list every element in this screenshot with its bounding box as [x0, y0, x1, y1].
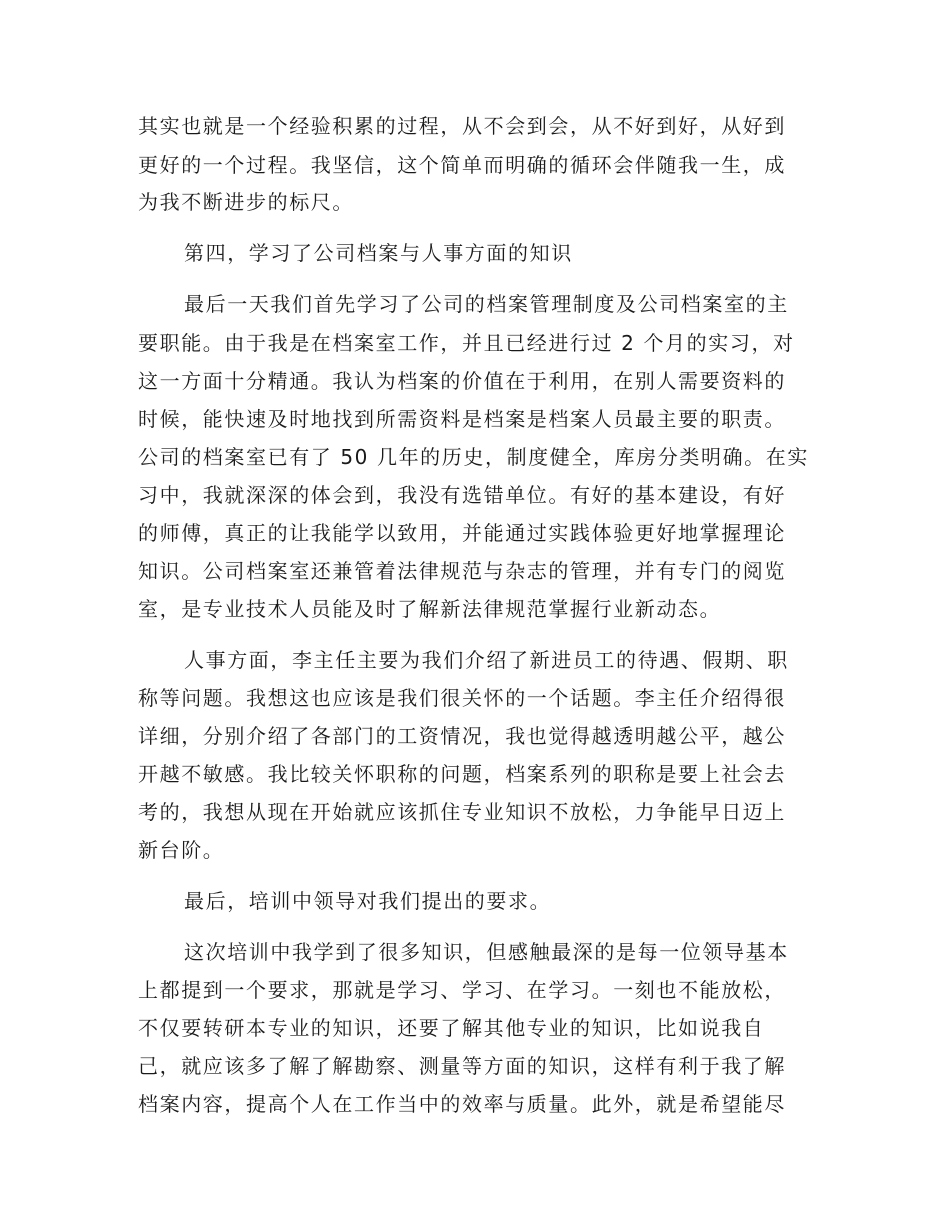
text-line: 要职能。由于我是在档案室工作，并且已经进行过 2 个月的实习，对 [138, 331, 795, 355]
text-line: 最后一天我们首先学习了公司的档案管理制度及公司档案室的主 [184, 292, 789, 316]
text-line: 称等问题。我想这也应该是我们很关怀的一个话题。李主任介绍得很 [138, 686, 786, 710]
text-line: 己，就应该多了解了解勘察、测量等方面的知识，这样有利于我了解 [138, 1054, 786, 1078]
text-line: 新台阶。 [138, 838, 225, 862]
text-line: 的师傅，真正的让我能学以致用，并能通过实践体验更好地掌握理论 [138, 521, 786, 545]
section-heading: 最后，培训中领导对我们提出的要求。 [184, 889, 552, 913]
text-line: 不仅要转研本专业的知识，还要了解其他专业的知识，比如说我自 [138, 1016, 765, 1040]
text-line: 其实也就是一个经验积累的过程，从不会到会，从不好到好，从好到 [138, 114, 786, 138]
text-line: 开越不敏感。我比较关怀职称的问题，档案系列的职称是要上社会去 [138, 762, 786, 786]
text-line: 知识。公司档案室还兼管着法律规范与杂志的管理，并有专门的阅览 [138, 559, 786, 583]
text-line: 室，是专业技术人员能及时了解新法律规范掌握行业新动态。 [138, 597, 722, 621]
text-line: 考的，我想从现在开始就应该抓住专业知识不放松，力争能早日迈上 [138, 800, 786, 824]
text-line: 时候，能快速及时地找到所需资料是档案是档案人员最主要的职责。 [138, 407, 786, 431]
text-line: 为我不断进步的标尺。 [138, 190, 354, 214]
section-heading: 第四，学习了公司档案与人事方面的知识 [184, 241, 573, 265]
text-line: 这次培训中我学到了很多知识，但感触最深的是每一位领导基本 [184, 940, 789, 964]
text-line: 上都提到一个要求，那就是学习、学习、在学习。一刻也不能放松， [138, 978, 786, 1002]
text-line: 公司的档案室已有了 50 几年的历史，制度健全，库房分类明确。在实 [138, 445, 809, 469]
text-line: 更好的一个过程。我坚信，这个简单而明确的循环会伴随我一生，成 [138, 153, 786, 177]
text-line: 档案内容，提高个人在工作当中的效率与质量。此外，就是希望能尽 [138, 1092, 786, 1116]
text-line: 详细，分别介绍了各部门的工资情况，我也觉得越透明越公平，越公 [138, 724, 786, 748]
text-line: 这一方面十分精通。我认为档案的价值在于利用，在别人需要资料的 [138, 369, 786, 393]
text-line: 习中，我就深深的体会到，我没有选错单位。有好的基本建设，有好 [138, 483, 786, 507]
text-line: 人事方面，李主任主要为我们介绍了新进员工的待遇、假期、职 [184, 648, 789, 672]
